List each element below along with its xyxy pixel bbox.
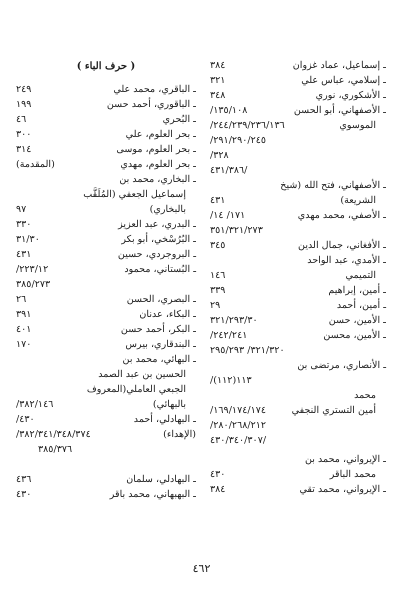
index-entry: ـ الأصفهاني، أبو الحسن الموسوي /١٣٥/١٠٨ /٢٤٤/٢٣٩/٢٣٦/١٣٦ /٢٩١/٢٩٠/٢٤٥ /٣٢٨ ٤٣١/٣٨٦/ <box>210 105 386 176</box>
index-entry: ـ البُحري ٤٦ <box>16 114 196 125</box>
index-entry: ـ البهائي، محمد بن الحسين بن عبد الصمد الجبعي العاملي(المعروف بالبهائي) /٣٨٢/١٤٦ /٤٣٠ <box>16 354 196 425</box>
index-entry: ـ الأصفهاني، فتح الله (شيخ الشريعة) ٤٣١ <box>210 180 386 206</box>
section-heading: ( حرف الباء ) <box>76 61 136 72</box>
index-entry: ـ البهادلي، أحمد /٣٨٢/٣٤١/٣٤٨/٣٧٤ ٣٨٥/٣٧٦ (الإهداء) <box>16 414 196 455</box>
index-entry: ـ إسماعيل، عماد غزوان ٣٨٤ <box>210 60 386 71</box>
index-entry: ـ البروجردي، حسين ٤٣١ <box>16 249 196 260</box>
index-entry: ـ أمين، إبراهيم ٣٣٩ <box>210 285 386 296</box>
index-entry: ـ بحر العلوم، مهدي (المقدمة) <box>16 159 196 170</box>
index-entry: ـ الباقري، محمد علي ٢٤٩ <box>16 84 196 95</box>
index-entry: ـ الباقوري، أحمد حسن ١٩٩ <box>16 99 196 110</box>
index-entry: ـ الأمدي، عبد الواحد التميمي ١٤٦ <box>210 255 386 281</box>
index-entry: ـ البخاري، محمد بن إسماعيل الجعفي (المُلَقَّب بالبخاري) ٩٧ <box>16 174 196 215</box>
index-column-right <box>210 58 386 497</box>
index-entry: ـ البندقاري، بيرس ١٧٠ <box>16 339 196 350</box>
index-entry: ـ الإيرواني، محمد بن محمد الباقر ٤٣٠ <box>210 454 386 480</box>
index-entry: ـ الأفغاني، جمال الدين ٣٤٥ <box>210 240 386 251</box>
index-entry: ـ البكر، أحمد حسن ٤٠١ <box>16 324 196 335</box>
index-entry: ـ إسلامي، عباس علي ٣٢١ <box>210 75 386 86</box>
index-entry: ـ الأمين، محسن /٢٤٢/٢٤١ ٣٢١/٣٢٠/ ٢٩٥/٢٩٣ <box>210 330 386 356</box>
index-entry: ـ أمين، أحمد ٢٩ <box>210 300 386 311</box>
index-entry: ـ الأنصاري، مرتضى بن محمد أمين التستري النجفي /(١١٢)١١٣ /١٦٩/١٧٤/١٧٤ /٢٨٠/٢٦٨/٢١٢ ٤٣٠/٣٤٠/٣٠٧/ <box>210 360 386 446</box>
page-number: ٤٦٢ <box>192 562 211 575</box>
index-entry: ـ بحر العلوم، موسى ٣١٤ <box>16 144 196 155</box>
index-entry: ـ الأمين، حسن ٣٢١/٢٩٣/٣٠ <box>210 315 386 326</box>
index-entry: ـ بحر العلوم، علي ٣٠٠ <box>16 129 196 140</box>
index-column-left <box>16 58 196 502</box>
index-entry: ـ البصري، الحسن ٢٦ <box>16 294 196 305</box>
index-entry: ـ البُرُسْخي، أبو بكر ٣١/٣٠ <box>16 234 196 245</box>
index-entry: ـ البُستاني، محمود /٢٢٣/١٢ ٣٨٥/٢٧٣ <box>16 264 196 290</box>
index-entry: ـ البدري، عبد العزيز ٣٣٠ <box>16 219 196 230</box>
index-entry: ـ الأصفي، محمد مهدي /١٧١/ ١٤ ٣٥١/٣٢١/٢٧٣ <box>210 210 386 236</box>
index-entry: ـ البهادلي، سلمان ٤٣٦ <box>16 474 196 485</box>
index-entry: ـ الأشكوري، نوري ٣٤٨ <box>210 90 386 101</box>
index-entry: ـ البهبهاني، محمد باقر ٤٣٠ <box>16 489 196 500</box>
index-entry: ـ الإيرواني، محمد تقي ٣٨٤ <box>210 484 386 495</box>
index-entry: ـ البكاء، عدنان ٣٩١ <box>16 309 196 320</box>
